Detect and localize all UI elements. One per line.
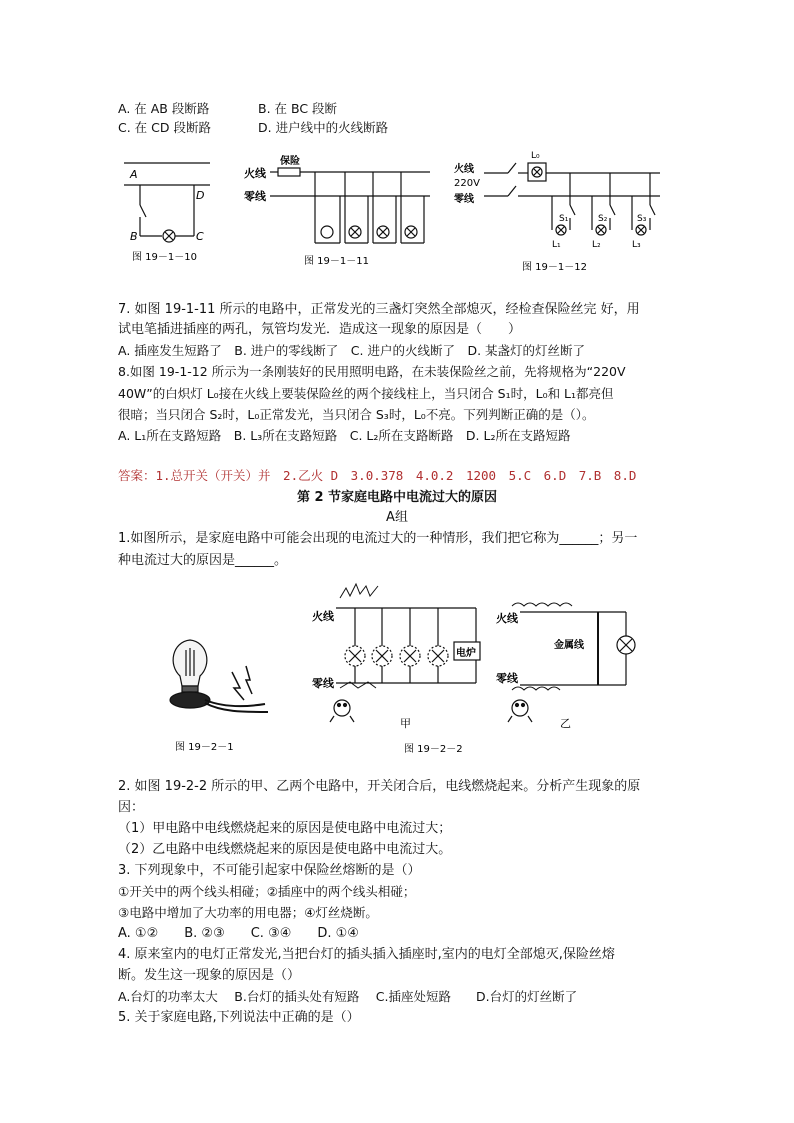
fig22-caption: 图 19－2－2 xyxy=(404,744,463,755)
fig21-caption: 图 19－2－1 xyxy=(175,742,234,753)
answer-line: 答案：1.总开关（开关）并 2.乙火 D 3.0.378 4.0.2 1200 5.C 6.D 7.B 8.D xyxy=(118,468,637,483)
fig10-caption: 图 19－1－10 xyxy=(132,252,197,263)
fig12-caption: 图 19－1－12 xyxy=(522,262,587,273)
q5-line1: 5. 关于家庭电路,下列说法中正确的是（） xyxy=(118,1010,360,1025)
q3-options: A. ①② B. ②③ C. ③④ D. ①④ xyxy=(118,926,359,941)
group-title: A组 xyxy=(386,510,408,525)
fig22-metal: 金属线 xyxy=(554,640,584,651)
fig10-label-c: C xyxy=(196,230,204,243)
fig12-l0: L₀ xyxy=(531,151,540,161)
q8-options: A. L₁所在支路短路 B. L₃所在支路短路 C. L₂所在支路断路 D. L₂所在支路短路 xyxy=(118,428,571,443)
q1-line2: 种电流过大的原因是______。 xyxy=(118,553,288,568)
q8-line2: 40W”的白炽灯 L₀接在火线上要装保险丝的两个接线柱上，当只闭合 S₁时，L₀和 L₁都亮但 xyxy=(118,386,614,401)
q2-line1: 2. 如图 19-2-2 所示的甲、乙两个电路中，开关闭合后，电线燃烧起来。分析产生现象的原 xyxy=(118,779,641,794)
q3-line3: ③电路中增加了大功率的用电器；④灯丝烧断。 xyxy=(118,905,378,920)
fig12-l1: L₁ xyxy=(552,240,561,250)
q1-line1: 1.如图所示，是家庭电路中可能会出现的电流过大的一种情形，我们把它称为______；另一 xyxy=(118,531,638,546)
section-title: 第 2 节家庭电路中电流过大的原因 xyxy=(296,490,498,505)
fig22-live2: 火线 xyxy=(496,612,518,625)
figure-19-2-2-yi xyxy=(508,603,635,722)
q7-line1: 7. 如图 19-1-11 所示的电路中，正常发光的三盏灯突然全部熄灭，经检查保险丝完 好，用 xyxy=(118,302,640,317)
fig11-neutral-label: 零线 xyxy=(244,190,266,203)
fig12-voltage-label: 220V xyxy=(454,178,480,189)
q7-options: A. 插座发生短路了 B. 进户的零线断了 C. 进户的火线断了 D. 某盏灯的灯丝断了 xyxy=(118,343,586,358)
q4-options: A.台灯的功率太大 B.台灯的插头处有短路 C.插座处短路 D.台灯的灯丝断了 xyxy=(118,989,578,1004)
option-a: A. 在 AB 段断路 xyxy=(118,101,210,116)
q4-line1: 4. 原来室内的电灯正常发光,当把台灯的插头插入插座时,室内的电灯全部熄灭,保险丝熔 xyxy=(118,947,615,962)
option-b: B. 在 BC 段断 xyxy=(258,101,338,116)
fig22-jia: 甲 xyxy=(400,717,411,730)
fig10-label-d: D xyxy=(196,189,205,202)
figure-19-2-1 xyxy=(170,640,268,712)
fig12-live-label: 火线 xyxy=(454,164,474,175)
fig11-live-label: 火线 xyxy=(244,167,266,180)
q8-line1: 8.如图 19-1-12 所示为一条刚装好的民用照明电路，在未装保险丝之前，先将规格为“220V xyxy=(118,364,626,379)
fig22-neutral: 零线 xyxy=(312,677,334,690)
fig11-caption: 图 19－1－11 xyxy=(304,256,369,267)
q3-line1: 3. 下列现象中，不可能引起家中保险丝熔断的是（） xyxy=(118,863,421,878)
figure-19-1-12 xyxy=(484,163,660,235)
fig12-s1: S₁ xyxy=(559,214,569,224)
fig22-live: 火线 xyxy=(312,610,334,623)
q7-line2: 试电笔插进插座的两孔，氖管均发光．造成这一现象的原因是（ ） xyxy=(118,322,522,337)
option-c: C. 在 CD 段断路 xyxy=(118,120,211,135)
q2-sub1: （1）甲电路中电线燃烧起来的原因是使电路中电流过大； xyxy=(118,821,452,836)
fig10-label-b: B xyxy=(130,230,138,243)
fig10-label-a: A xyxy=(130,168,138,181)
figure-19-1-11 xyxy=(270,168,430,243)
fig12-l2: L₂ xyxy=(592,240,601,250)
q8-line3: 很暗；当只闭合 S₂时，L₀正常发光，当只闭合 S₃时，L₀不亮。下列判断正确的是（）。 xyxy=(118,407,595,422)
q2-line2: 因： xyxy=(118,800,145,815)
option-d: D. 进户线中的火线断路 xyxy=(258,120,389,135)
fig22-yi: 乙 xyxy=(560,717,571,730)
q3-line2: ①开关中的两个线头相碰；②插座中的两个线头相碰； xyxy=(118,884,416,899)
fig22-neutral2: 零线 xyxy=(496,672,518,685)
fig22-stove: 电炉 xyxy=(456,648,476,659)
q2-sub2: （2）乙电路中电线燃烧起来的原因是使电路中电流过大。 xyxy=(118,842,452,857)
q4-line2: 断。发生这一现象的原因是（） xyxy=(118,968,301,983)
fig12-neutral-label: 零线 xyxy=(454,194,474,205)
fig12-s3: S₃ xyxy=(637,214,647,224)
fig11-fuse-label: 保险 xyxy=(280,156,300,167)
fig12-l3: L₃ xyxy=(632,240,641,250)
fig12-s2: S₂ xyxy=(598,214,608,224)
